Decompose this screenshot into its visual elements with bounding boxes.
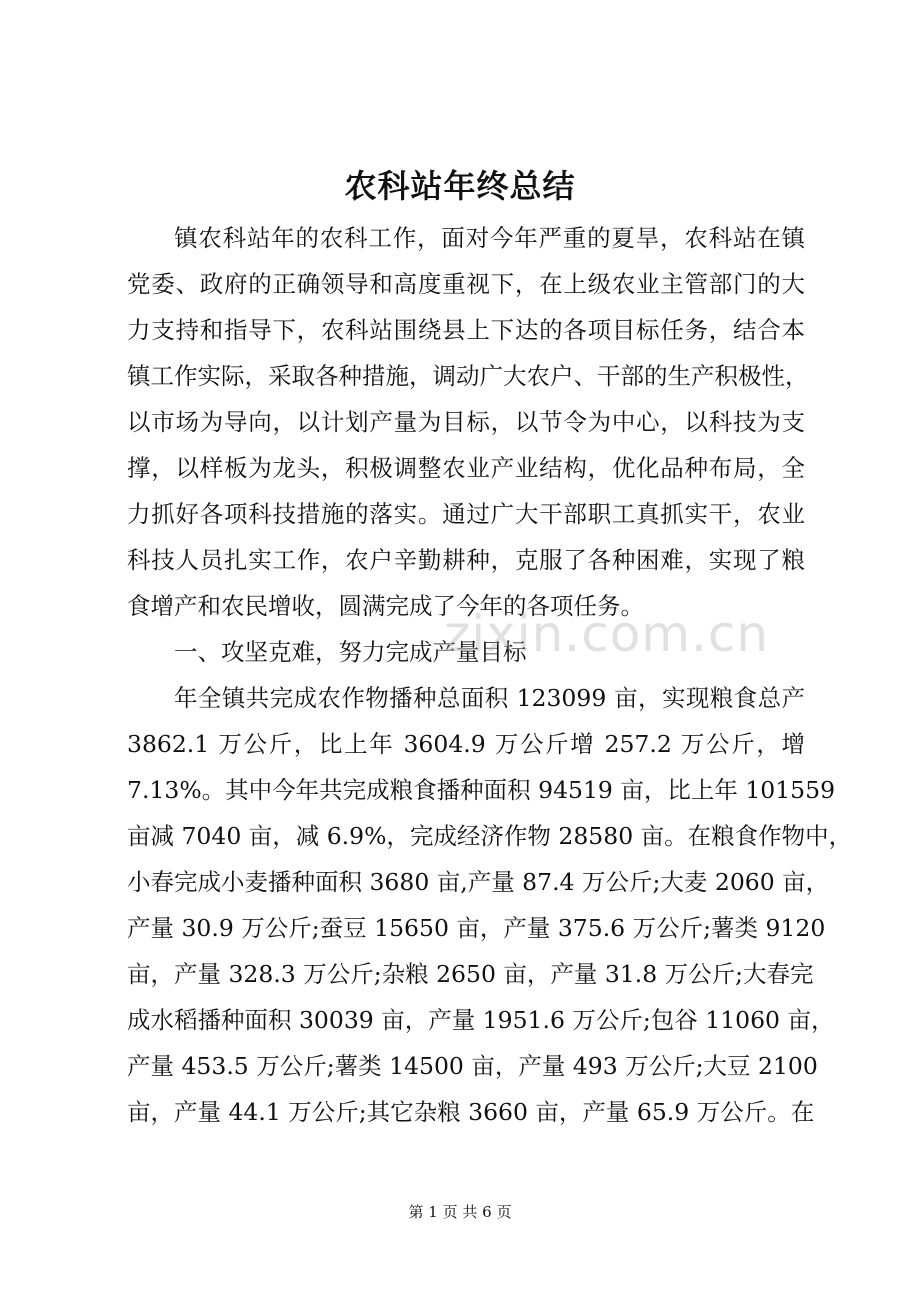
text-line: 小春完成小麦播种面积 3680 亩,产量 87.4 万公斤;大麦 2060 亩， — [127, 868, 830, 896]
text-line: 党委、政府的正确领导和高度重视下，在上级农业主管部门的大 — [127, 270, 805, 298]
text-line: 科技人员扎实工作，农户辛勤耕种，克服了各种困难，实现了粮 — [127, 546, 805, 574]
text-line: 年全镇共完成农作物播种总面积 123099 亩，实现粮食总产 — [174, 684, 805, 712]
page-title: 农科站年终总结 — [344, 167, 576, 205]
text-line: 成水稻播种面积 30039 亩，产量 1951.6 万公斤;包谷 11060 亩， — [127, 1006, 835, 1034]
text-line: 亩减 7040 亩，减 6.9%，完成经济作物 28580 亩。在粮食作物中， — [127, 822, 853, 850]
text-line: 力支持和指导下，农科站围绕县上下达的各项目标任务，结合本 — [127, 316, 805, 344]
text-line: 亩，产量 328.3 万公斤;杂粮 2650 亩，产量 31.8 万公斤;大春完 — [127, 960, 814, 988]
text-line: 3862.1 万公斤，比上年 3604.9 万公斤增 257.2 万公斤，增 — [127, 730, 805, 758]
text-line: 产量 453.5 万公斤;薯类 14500 亩，产量 493 万公斤;大豆 2100 — [127, 1052, 818, 1080]
text-line: 撑，以样板为龙头，积极调整农业产业结构，优化品种布局，全 — [127, 454, 805, 482]
text-line: 食增产和农民增收，圆满完成了今年的各项任务。 — [127, 592, 644, 620]
text-line: 产量 30.9 万公斤;蚕豆 15650 亩，产量 375.6 万公斤;薯类 9120 — [127, 914, 826, 942]
text-line: 镇工作实际，采取各种措施，调动广大农户、干部的生产积极性， — [127, 362, 809, 390]
section-heading: 一、攻坚克难，努力完成产量目标 — [174, 638, 527, 666]
text-line: 镇农科站年的农科工作，面对今年严重的夏旱，农科站在镇 — [174, 224, 805, 252]
text-line: 以市场为导向，以计划产量为目标，以节令为中心，以科技为支 — [127, 408, 805, 436]
text-line: 7.13%。其中今年共完成粮食播种面积 94519 亩，比上年 101559 — [127, 776, 836, 804]
text-line: 力抓好各项科技措施的落实。通过广大干部职工真抓实干，农业 — [127, 500, 805, 528]
text-line: 亩，产量 44.1 万公斤;其它杂粮 3660 亩，产量 65.9 万公斤。在 — [127, 1098, 815, 1126]
page-footer: 第 1 页 共 6 页 — [408, 1203, 512, 1221]
watermark: zixin.com.cn — [444, 605, 770, 663]
